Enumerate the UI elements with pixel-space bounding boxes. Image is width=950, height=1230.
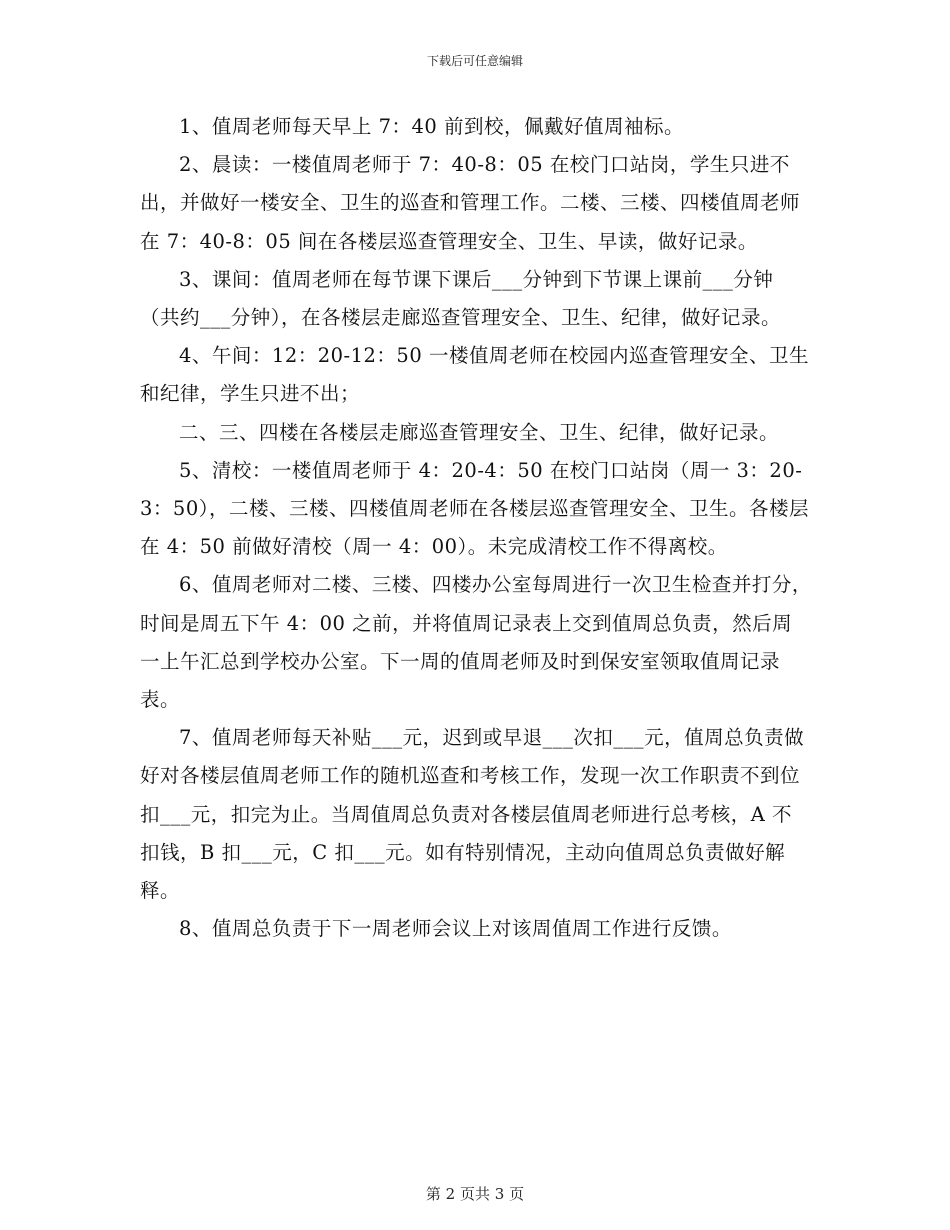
paragraph-5: 5、清校：一楼值周老师于 4：20-4：50 在校门口站岗（周一 3：20-3：50），二楼、三楼、四楼值周老师在各楼层巡查管理安全、卫生。各楼层在 4：50 前做好清校（周一 4：00）。未完成清校工作不得离校。: [140, 458, 809, 559]
paragraph-2: 2、晨读：一楼值周老师于 7：40-8：05 在校门口站岗，学生只进不出，并做好一楼安全、卫生的巡查和管理工作。二楼、三楼、四楼值周老师在 7：40-8：05 间在各楼层巡查管理安全、卫生、早读，做好记录。: [140, 153, 801, 253]
paragraph-4: 4、午间：12：20-12：50 一楼值周老师在校园内巡查管理安全、卫生和纪律，学生只进不出；: [140, 344, 809, 406]
paragraph-8: 8、值周总负责于下一周老师会议上对该周值周工作进行反馈。: [179, 917, 732, 941]
paragraph-7: 7、值周老师每天补贴___元，迟到或早退___次扣___元，值周总负责做好对各楼层值周老师工作的随机巡查和考核工作，发现一次工作职责不到位扣___元，扣完为止。当周值周总负责对各楼层值周老师进行总考核，A 不扣钱，B 扣___元，C 扣___元。如有特别情况，主动向值周总负责做好解释。: [140, 726, 805, 903]
page-header-note: 下载后可任意编辑: [426, 54, 523, 68]
document-body: [140, 108, 812, 948]
paragraph-3: 3、课间：值周老师在每节课下课后___分钟到下节课上课前___分钟（共约___分钟），在各楼层走廊巡查管理安全、卫生、纪律，做好记录。: [140, 267, 782, 330]
paragraph-4-continued: 二、三、四楼在各楼层走廊巡查管理安全、卫生、纪律，做好记录。: [179, 420, 780, 444]
paragraph-6: 6、值周老师对二楼、三楼、四楼办公室每周进行一次卫生检查并打分，时间是周五下午 4：00 之前，并将值周记录表上交到值周总负责，然后周一上午汇总到学校办公室。下一周的值周老师及时到保安室领取值周记录表。: [140, 573, 812, 712]
paragraph-1: 1、值周老师每天早上 7：40 前到校，佩戴好值周袖标。: [179, 115, 685, 138]
page-number: 第 2 页共 3 页: [425, 1185, 525, 1203]
